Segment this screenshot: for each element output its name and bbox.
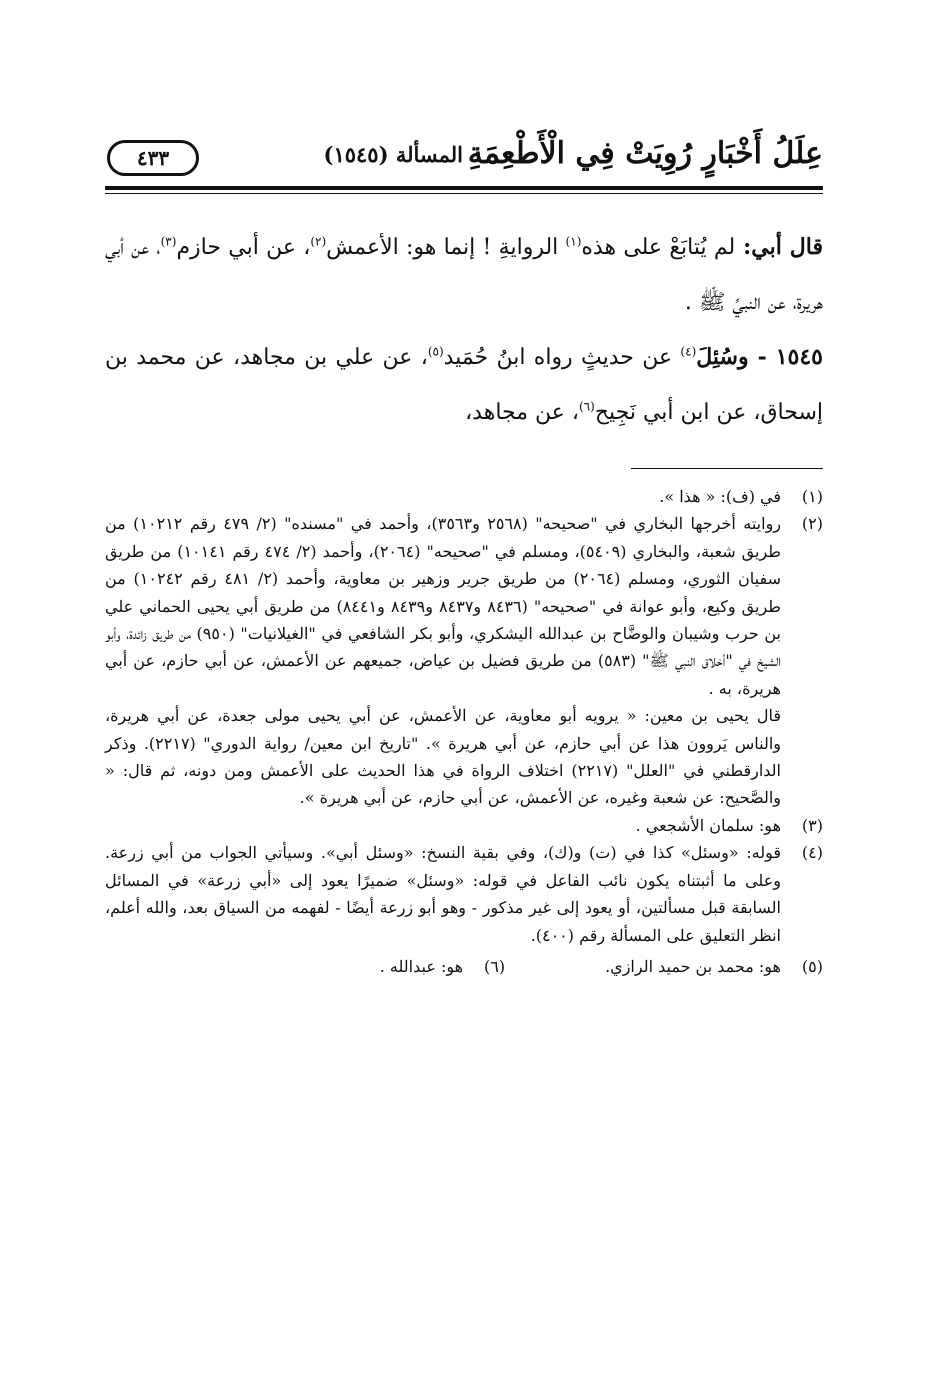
footnote-2-continuation: قال يحيى بن معين: « يرويه أبو معاوية، عن الأعمش، عن أبي يحيى مولى جعدة، عن أبي هريرة، والناس يَروون هذا عن أبي حازم، عن أبي هريرة ». "تاريخ ابن معين/ رواية الدوري" (٢٢١٧). وذكر الدارقطني في "العلل" (٢٢١٧) اختلاف الرواة في هذا الحديث على الأعمش ومن دونه، ثم قال: « والصَّحيح: عن شعبة وغيره، عن الأعمش، عن أبي حازم، عن أبي هريرة ».	[105, 706, 781, 808]
footnote-6	[380, 953, 505, 980]
footnote-5	[605, 953, 823, 980]
page-number-badge: ٤٣٣	[107, 140, 199, 176]
footnote-text: هو: محمد بن حميد الرازي.	[605, 956, 781, 976]
footnote-row-5-6	[105, 953, 823, 980]
paragraph-question	[105, 330, 823, 440]
footnote-ref-1: (١)	[565, 234, 582, 249]
footnote-number: (٤)	[801, 843, 823, 863]
footnote-ref-5: (٥)	[427, 344, 444, 359]
text-run: ، عن علي بن مجاهد، عن محمد بن إسحاق، عن ابن أبي نَجِيح	[105, 345, 823, 425]
footnote-3	[105, 812, 823, 839]
text-run: عن حديثٍ رواه ابنُ حُمَيد	[443, 345, 681, 370]
text-run: ، عن مجاهد،	[465, 400, 579, 425]
main-text	[105, 220, 823, 440]
footnote-text: قوله: «وسئل» كذا في (ت) و(ك)، وفي بقية النسخ: «وسئل أبي». وسيأتي الجواب من أبي زرعة. وعلى ما أثبتناه يكون نائب الفاعل في قوله: «وسئل» ضميرًا يعود إلى «أبي زرعة» في المسائل السابقة قبل مسألتين، أو يعود إلى غير مذكور - وهو أبو زرعة أيضًا - لفهمه من السياق بعد، والله أعلم، انظر التعليق على المسألة رقم (٤٠٠).	[105, 843, 782, 945]
footnote-ref-4: (٤)	[680, 344, 697, 359]
question-number: ١٥٤٥ -	[748, 344, 823, 370]
footnote-text: في (ف): « هذا ».	[659, 487, 781, 506]
speaker-label: قال أبي:	[735, 234, 824, 260]
question-word: وسُئِلَ	[696, 344, 749, 370]
footnote-ref-2: (٢)	[310, 234, 327, 249]
footnote-4	[105, 839, 823, 949]
footnote-ref-6: (٦)	[578, 399, 595, 414]
footnote-text: هو: سلمان الأشجعي .	[635, 815, 781, 835]
footnotes	[105, 483, 823, 980]
issue-label: المسألة (١٥٤٥)	[323, 142, 463, 167]
footnote-number: (٥)	[801, 956, 823, 976]
footnote-1	[105, 483, 823, 510]
footnote-ref-3: (٣)	[160, 234, 177, 249]
header-rule-thin	[105, 193, 823, 194]
footnote-number: (٢)	[801, 514, 823, 534]
running-title: عِلَلُ أَخْبَارٍ رُوِيَتْ فِي الْأَطْعِمَةِ	[467, 136, 823, 171]
text-run: لم يُتابَعْ على هذه	[581, 235, 736, 260]
text-run: ، عن أبي حازم	[176, 235, 311, 260]
footnote-number: (٦)	[483, 956, 506, 976]
footnote-number: (٣)	[801, 815, 823, 835]
footnote-text: هو: عبدالله .	[379, 956, 464, 976]
page	[105, 130, 823, 1270]
page-header	[105, 130, 823, 182]
footnote-2	[105, 510, 823, 702]
text-run: الروايةِ ! إنما هو: الأعمش	[326, 235, 566, 260]
text-run: ، عن أبي هريرة، عن النبيِّ ﷺ .	[105, 235, 823, 315]
footnote-number: (١)	[801, 487, 823, 506]
footnote-text: روايته أخرجها البخاري في "صحيحه" (٢٥٦٨ و٣٥٦٣)، وأحمد في "مسنده" (٢/ ٤٧٩ رقم ١٠٢١٢) من طريق شعبة، والبخاري (٥٤٠٩)، ومسلم في "صحيحه" (٢٠٦٤)، وأحمد (٢/ ٤٧٤ رقم ١٠١٤١) من طريق سفيان الثوري، ومسلم (٢٠٦٤) من طريق جرير وزهير بن معاوية، وأحمد (٢/ ٤٨١ رقم ١٠٢٤٢) من طريق وكيع، وأبو عوانة في "صحيحه" (٨٤٣٦ و٨٤٣٧ و٨٤٣٩ و٨٤٤١) من طريق أبي يحيى الحماني علي بن حرب وشيبان والوضَّاح بن عبدالله اليشكري، وأبو بكر الشافعي في "الغيلانيات" (٩٥٠) من طريق زائدة، وأبو الشيخ في "أخلاق النبي ﷺ" (٥٨٣) من طريق فضيل بن عياض، جميعهم عن الأعمش، عن أبي حازم، عن أبي هريرة، به .	[105, 514, 782, 698]
paragraph-answer	[105, 220, 823, 330]
header-rule-thick	[105, 186, 823, 190]
footnote-separator	[631, 468, 823, 469]
